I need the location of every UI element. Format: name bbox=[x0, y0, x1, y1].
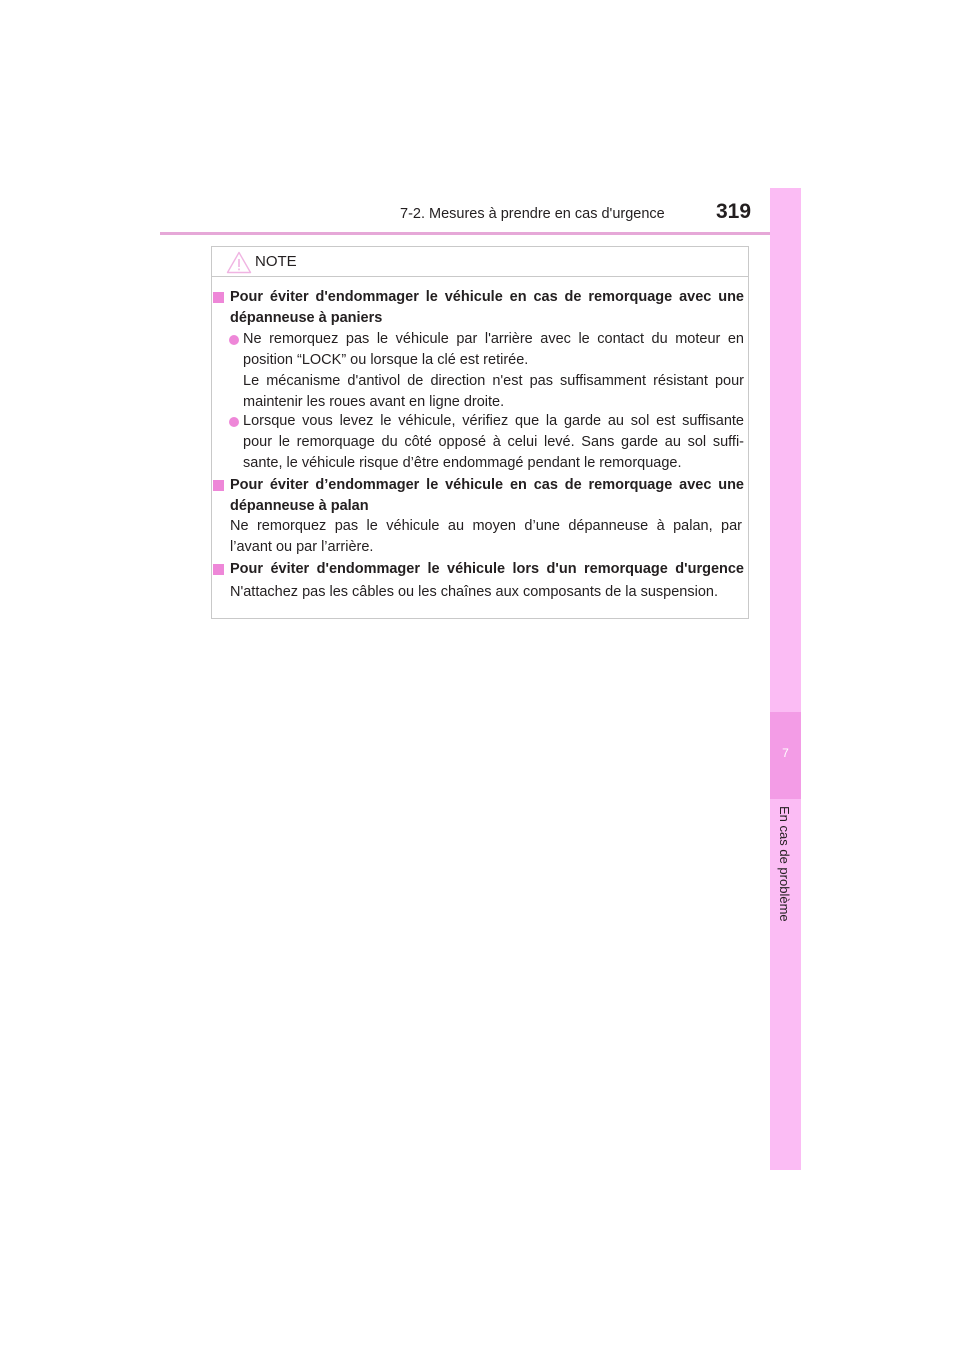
section-square-bullet bbox=[213, 292, 224, 303]
section-title: 7-2. Mesures à prendre en cas d'urgence bbox=[400, 206, 665, 222]
note-title: NOTE bbox=[255, 253, 297, 270]
section-heading: Pour éviter d’endommager le véhicule en cas de remorquage avec une dépanneuse à palan bbox=[230, 477, 744, 514]
section-body: N'attachez pas les câbles ou les chaînes aux composants de la suspension. bbox=[230, 584, 719, 600]
header-rule bbox=[160, 232, 800, 235]
section-body: Ne remorquez pas le véhicule au moyen d’une dépanneuse à palan, par l’avant ou par l’arrière. bbox=[230, 518, 742, 555]
round-bullet bbox=[229, 417, 239, 427]
chapter-side-tab bbox=[770, 188, 801, 1170]
page-number: 319 bbox=[716, 200, 752, 223]
section-square-bullet bbox=[213, 480, 224, 491]
bullet-text: Ne remorquez pas le véhicule par l'arrière avec le contact du moteur en position “LOCK” ou lorsque la clé est retirée. Le mécanisme d'antivol de direction n'est pas suffisamment résistant pour maintenir les roues avant en ligne droite. bbox=[243, 331, 744, 410]
section-heading: Pour éviter d'endommager le véhicule en cas de remorquage avec une dépanneuse à paniers bbox=[230, 289, 744, 326]
round-bullet bbox=[229, 335, 239, 345]
bullet-text: Lorsque vous levez le véhicule, vérifiez que la garde au sol est suffisante pour le remorquage du côté opposé à celui levé. Sans garde au sol suffi- sante, le véhicule risque d’être endommagé pendant le remorquage. bbox=[243, 413, 744, 471]
section-square-bullet bbox=[213, 564, 224, 575]
note-header bbox=[212, 247, 748, 277]
section-heading: Pour éviter d'endommager le véhicule lors d'un remorquage d'urgence bbox=[230, 561, 744, 577]
chapter-label: En cas de problème bbox=[777, 806, 792, 922]
warning-triangle-icon bbox=[226, 251, 252, 274]
chapter-number: 7 bbox=[782, 746, 789, 760]
